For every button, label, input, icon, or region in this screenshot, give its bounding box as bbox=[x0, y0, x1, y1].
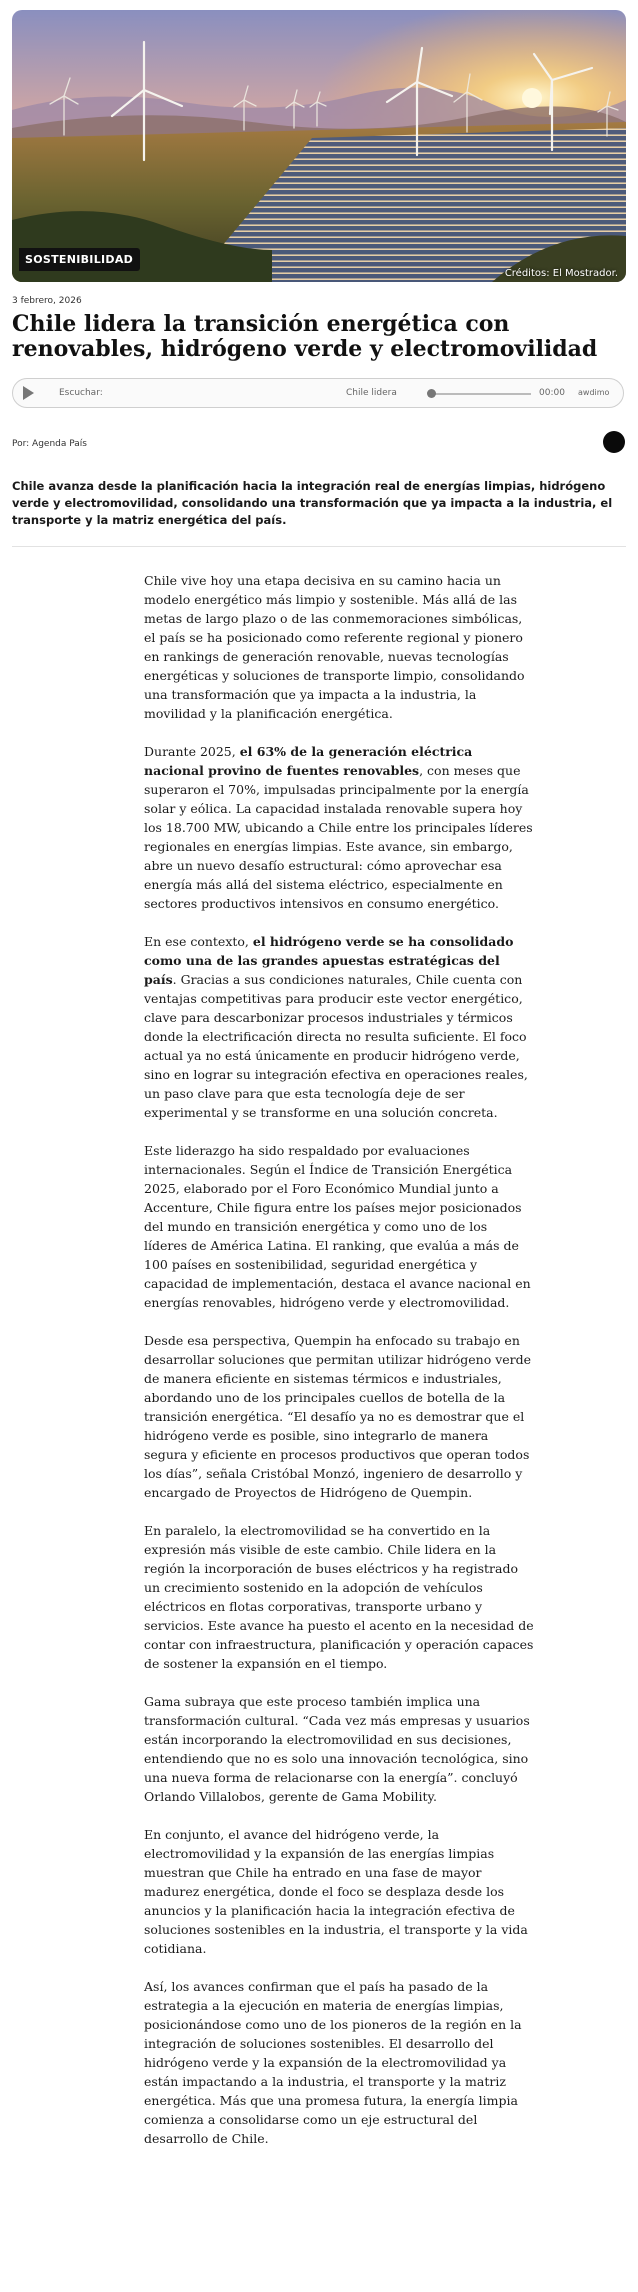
track-label: Chile lidera bbox=[346, 388, 397, 398]
progress-bar[interactable] bbox=[431, 393, 531, 395]
author-avatar[interactable] bbox=[603, 431, 625, 453]
paragraph bbox=[144, 1521, 534, 1673]
paragraph-text: En ese contexto, bbox=[144, 934, 253, 949]
player-brand[interactable]: awdimo bbox=[578, 388, 610, 397]
hero-image bbox=[12, 10, 626, 282]
audio-player bbox=[12, 378, 624, 408]
listen-label: Escuchar: bbox=[59, 388, 103, 398]
paragraph bbox=[144, 1977, 534, 2148]
hero-landscape-illustration bbox=[12, 10, 626, 282]
paragraph bbox=[144, 742, 534, 913]
paragraph bbox=[144, 1331, 534, 1502]
paragraph-text: Gama subraya que este proceso también implica una transformación cultural. “Cada vez más empresas y usuarios están incorporando la electromovilidad en sus decisiones, entendiendo que no es solo una innovación tecnológica, sino una nueva forma de relacionarse con la energía”. concluyó Orlando Villalobos, gerente de Gama Mobility. bbox=[144, 1694, 530, 1804]
paragraph-emphasis: el hidrógeno verde se ha consolidado como una de las grandes apuestas estratégicas del país bbox=[144, 934, 514, 987]
paragraph-text: Así, los avances confirman que el país ha pasado de la estrategia a la ejecución en materia de energías limpias, posicionándose como uno de los pioneros de la región en la integración de soluciones sostenibles. El desarrollo del hidrógeno verde y la expansión de la electromovilidad ya están impactando a la industria, el transporte y la matriz energética. Más que una promesa futura, la energía limpia comienza a consolidarse como un eje estructural del desarrollo de Chile. bbox=[144, 1979, 522, 2146]
paragraph-text: , con meses que superaron el 70%, impulsadas principalmente por la energía solar y eólica. La capacidad instalada renovable supera hoy los 18.700 MW, ubicando a Chile entre los principales líderes regionales en energías limpias. Este avance, sin embargo, abre un nuevo desafío estructural: cómo aprovechar esa energía más allá del sistema eléctrico, especialmente en sectores productivos intensivos en consumo energético. bbox=[144, 763, 533, 911]
paragraph-emphasis: el 63% de la generación eléctrica nacional provino de fuentes renovables bbox=[144, 744, 473, 778]
paragraph bbox=[144, 932, 534, 1122]
paragraph bbox=[144, 1825, 534, 1958]
article-body bbox=[144, 571, 534, 2167]
paragraph bbox=[144, 571, 534, 723]
paragraph bbox=[144, 1141, 534, 1312]
paragraph-text: Durante 2025, bbox=[144, 744, 240, 759]
paragraph bbox=[144, 1692, 534, 1806]
progress-handle[interactable] bbox=[427, 389, 436, 398]
publish-date: 3 febrero, 2026 bbox=[12, 296, 82, 306]
paragraph-text: Desde esa perspectiva, Quempin ha enfocado su trabajo en desarrollar soluciones que permitan utilizar hidrógeno verde de manera eficiente en sistemas térmicos e industriales, abordando uno de los principales cuellos de botella de la transición energética. “El desafío ya no es demostrar que el hidrógeno verde es posible, sino integrarlo de manera segura y eficiente en procesos productivos que operan todos los días”, señala Cristóbal Monzó, ingeniero de desarrollo y encargado de Proyectos de Hidrógeno de Quempin. bbox=[144, 1333, 532, 1500]
category-badge[interactable]: SOSTENIBILIDAD bbox=[19, 248, 140, 271]
time-readout: 00:00 bbox=[539, 388, 565, 398]
play-icon[interactable] bbox=[18, 383, 38, 403]
paragraph-text: En paralelo, la electromovilidad se ha convertido en la expresión más visible de este cambio. Chile lidera en la región la incorporación de buses eléctricos y ha registrado un crecimiento sostenido en la adopción de vehículos eléctricos en flotas corporativas, transporte urbano y servicios. Este avance ha puesto el acento en la necesidad de contar con infraestructura, planificación y operación capaces de sostener la expansión en el tiempo. bbox=[144, 1523, 534, 1671]
paragraph-text: Chile vive hoy una etapa decisiva en su camino hacia un modelo energético más limpio y sostenible. Más allá de las metas de largo plazo o de las conmemoraciones simbólicas, el país se ha posicionado como referente regional y pionero en rankings de generación renovable, nuevas tecnologías energéticas y soluciones de transporte limpio, consolidando una transformación que ya impacta a la industria, la movilidad y la planificación energética. bbox=[144, 573, 525, 721]
paragraph-text: En conjunto, el avance del hidrógeno verde, la electromovilidad y la expansión de las energías limpias muestran que Chile ha entrado en una fase de mayor madurez energética, donde el foco se desplaza desde los anuncios y la planificación hacia la integración efectiva de soluciones sostenibles en la industria, el transporte y la vida cotidiana. bbox=[144, 1827, 528, 1956]
article-lead: Chile avanza desde la planificación hacia la integración real de energías limpias, hidrógeno verde y electromovilidad, consolidando una transformación que ya impacta a la industria, el transporte y la matriz energética del país. bbox=[12, 479, 613, 527]
article-title: Chile lidera la transición energética con renovables, hidrógeno verde y electromovilidad bbox=[12, 311, 598, 362]
paragraph-text: . Gracias a sus condiciones naturales, Chile cuenta con ventajas competitivas para producir este vector energético, clave para descarbonizar procesos industriales y térmicos donde la electrificación directa no resulta suficiente. El foco actual ya no está únicamente en producir hidrógeno verde, sino en lograr su integración efectiva en operaciones reales, un paso clave para que esta tecnología deje de ser experimental y se transforme en una solución concreta. bbox=[144, 972, 528, 1120]
image-credits: Créditos: El Mostrador. bbox=[504, 268, 618, 279]
byline: Por: Agenda País bbox=[12, 439, 87, 449]
divider bbox=[12, 546, 626, 547]
paragraph-text: Este liderazgo ha sido respaldado por evaluaciones internacionales. Según el Índice de Transición Energética 2025, elaborado por el Foro Económico Mundial junto a Accenture, Chile figura entre los países mejor posicionados del mundo en transición energética y como uno de los líderes de América Latina. El ranking, que evalúa a más de 100 países en sostenibilidad, seguridad energética y capacidad de implementación, destaca el avance nacional en energías renovables, hidrógeno verde y electromovilidad. bbox=[144, 1143, 531, 1310]
